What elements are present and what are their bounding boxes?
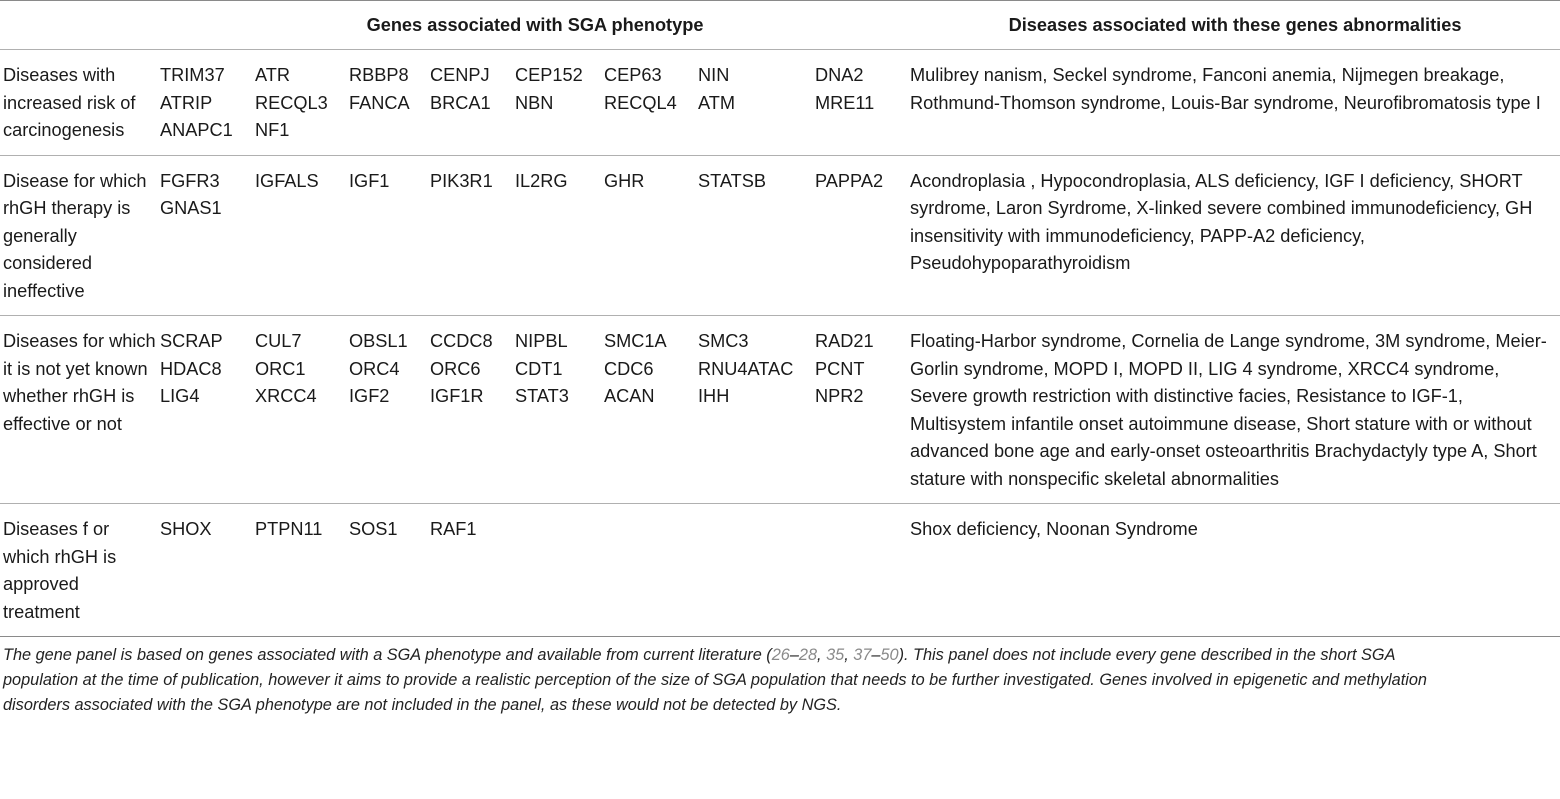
- gene-cell: [604, 155, 698, 316]
- gene-cell: [698, 316, 815, 504]
- gene-cell: [515, 316, 604, 504]
- gene-cell: [160, 50, 255, 156]
- gene-name: PTPN11: [255, 519, 323, 539]
- gene-cell: [349, 50, 430, 156]
- diseases-cell: Acondroplasia , Hypocondroplasia, ALS deficiency, IGF I deficiency, SHORT syrdrome, Laron Syrdrome, X-linked severe combined immunodeficiency, GH insensitivity with immunodeficiency, PAPP-A2 deficiency, Pseudohypoparathyroidism: [910, 170, 1533, 273]
- gene-cell: [160, 155, 255, 316]
- gene-cell: [515, 50, 604, 156]
- gene-name: HDAC8: [160, 358, 222, 379]
- gene-name: PAPPA2: [815, 170, 884, 191]
- category-cell: Diseases f or which rhGH is approved treatment: [3, 519, 117, 622]
- gene-name: IGF2: [349, 386, 390, 406]
- gene-cell: [349, 316, 430, 504]
- gene-name: ATM: [698, 92, 736, 113]
- gene-name: SOS1: [349, 519, 398, 539]
- header-row: [0, 1, 1560, 50]
- diseases-cell: Floating-Harbor syndrome, Cornelia de Lange syndrome, 3M syndrome, Meier-Gorlin syndrome, MOPD I, MOPD II, LIG 4 syndrome, XRCC4 syndrome, Severe growth restriction with distinctive facies, Resistance to IGF-1, Multisystem infantile onset autoimmune disease, Short stature with or without advanced bone age and early-onset osteoarthritis Brachydactyly type A, Short stature with nonspecific skeletal abnormalities: [910, 331, 1547, 489]
- gene-name: DNA2: [815, 65, 864, 85]
- reference-link[interactable]: 26: [771, 646, 790, 664]
- table-row: [0, 504, 1560, 637]
- diseases-column-header: Diseases associated with these genes abnormalities: [1008, 15, 1462, 35]
- gene-name: RBBP8: [349, 65, 409, 85]
- gene-cell: [255, 316, 349, 504]
- gene-name: RECQL3: [255, 92, 328, 113]
- gene-cell: [698, 504, 815, 637]
- gene-name: NF1: [255, 120, 290, 140]
- gene-cell: [349, 504, 430, 637]
- gene-name: STATSB: [698, 170, 767, 191]
- gene-cell: [430, 504, 515, 637]
- gene-name: NBN: [515, 92, 554, 113]
- gene-cell: [604, 316, 698, 504]
- gene-name: CDT1: [515, 358, 563, 379]
- gene-name: ORC4: [349, 358, 400, 379]
- gene-name: STAT3: [515, 386, 569, 406]
- gene-cell: [604, 50, 698, 156]
- gene-cell: [160, 504, 255, 637]
- diseases-cell: Mulibrey nanism, Seckel syndrome, Fanconi anemia, Nijmegen breakage, Rothmund-Thomson syndrome, Louis-Bar syndrome, Neurofibromatosis type I: [910, 65, 1541, 113]
- gene-cell: [255, 504, 349, 637]
- gene-name: XRCC4: [255, 386, 317, 406]
- gene-cell: [515, 504, 604, 637]
- gene-name: CEP152: [515, 65, 583, 85]
- gene-name: CUL7: [255, 331, 302, 351]
- gene-cell: [430, 155, 515, 316]
- category-cell: Diseases with increased risk of carcinogenesis: [3, 65, 136, 140]
- gene-name: FGFR3: [160, 170, 220, 191]
- gene-cell: [160, 316, 255, 504]
- gene-cell: [430, 316, 515, 504]
- gene-name: GHR: [604, 170, 645, 191]
- category-cell: Diseases for which it is not yet known whether rhGH is effective or not: [3, 331, 156, 434]
- gene-cell: [604, 504, 698, 637]
- gene-name: TRIM37: [160, 65, 225, 85]
- gene-name: ORC6: [430, 358, 481, 379]
- gene-name: CDC6: [604, 358, 654, 379]
- gene-name: MRE11: [815, 92, 875, 113]
- gene-name: BRCA1: [430, 92, 491, 113]
- gene-name: RNU4ATAC: [698, 358, 794, 379]
- gene-name: NIPBL: [515, 331, 568, 351]
- gene-name: PCNT: [815, 358, 865, 379]
- header-category-cell: [0, 1, 160, 50]
- gene-name: IGF1: [349, 170, 390, 191]
- reference-link[interactable]: 50: [880, 646, 899, 664]
- gene-name: SHOX: [160, 519, 212, 539]
- reference-link[interactable]: 37: [853, 646, 872, 664]
- gene-name: RAD21: [815, 331, 874, 351]
- table-row: [0, 316, 1560, 504]
- gene-name: IGFALS: [255, 170, 319, 191]
- gene-name: RECQL4: [604, 92, 677, 113]
- gene-name: RAF1: [430, 519, 477, 539]
- gene-cell: [255, 50, 349, 156]
- gene-cell: [815, 155, 910, 316]
- gene-cell: [698, 155, 815, 316]
- gene-name: SMC1A: [604, 331, 667, 351]
- gene-name: FANCA: [349, 92, 410, 113]
- gene-cell: [349, 155, 430, 316]
- gene-cell: [815, 316, 910, 504]
- gene-name: IL2RG: [515, 170, 568, 191]
- gene-name: ORC1: [255, 358, 306, 379]
- gene-cell: [255, 155, 349, 316]
- gene-name: NPR2: [815, 386, 864, 406]
- gene-name: IHH: [698, 386, 730, 406]
- table-row: [0, 50, 1560, 156]
- category-cell: Disease for which rhGH therapy is generally considered ineffective: [3, 170, 147, 301]
- gene-name: ACAN: [604, 386, 655, 406]
- gene-name: SCRAP: [160, 331, 223, 351]
- table-row: [0, 155, 1560, 316]
- gene-cell: [698, 50, 815, 156]
- reference-link[interactable]: 35: [826, 646, 845, 664]
- gene-name: CENPJ: [430, 65, 490, 85]
- gene-name: LIG4: [160, 386, 200, 406]
- gene-name: SMC3: [698, 331, 749, 351]
- gene-cell: [430, 50, 515, 156]
- diseases-cell: Shox deficiency, Noonan Syndrome: [910, 519, 1198, 539]
- gene-name: ANAPC1: [160, 120, 233, 140]
- gene-cell: [815, 50, 910, 156]
- gene-name: NIN: [698, 65, 730, 85]
- gene-name: CCDC8: [430, 331, 493, 351]
- gene-name: GNAS1: [160, 198, 222, 218]
- gene-name: CEP63: [604, 65, 662, 85]
- gene-name: OBSL1: [349, 331, 408, 351]
- gene-name: ATR: [255, 65, 291, 85]
- gene-cell: [815, 504, 910, 637]
- gene-name: ATRIP: [160, 92, 213, 113]
- gene-name: IGF1R: [430, 386, 484, 406]
- genes-column-header: Genes associated with SGA phenotype: [366, 15, 704, 35]
- gene-cell: [515, 155, 604, 316]
- table-footnote: The gene panel is based on genes associated with a SGA phenotype and available from current literature (26–28, 35, 37–50). This panel does not include every gene described in the short SGA population at the time of publication, however it aims to provide a realistic perception of the size of SGA population that needs to be further investigated. Genes involved in epigenetic and methylation disorders associated with the SGA phenotype are not included in the panel, as these would not be detected by NGS.: [3, 646, 1427, 714]
- reference-link[interactable]: 28: [798, 646, 818, 664]
- gene-name: PIK3R1: [430, 170, 493, 191]
